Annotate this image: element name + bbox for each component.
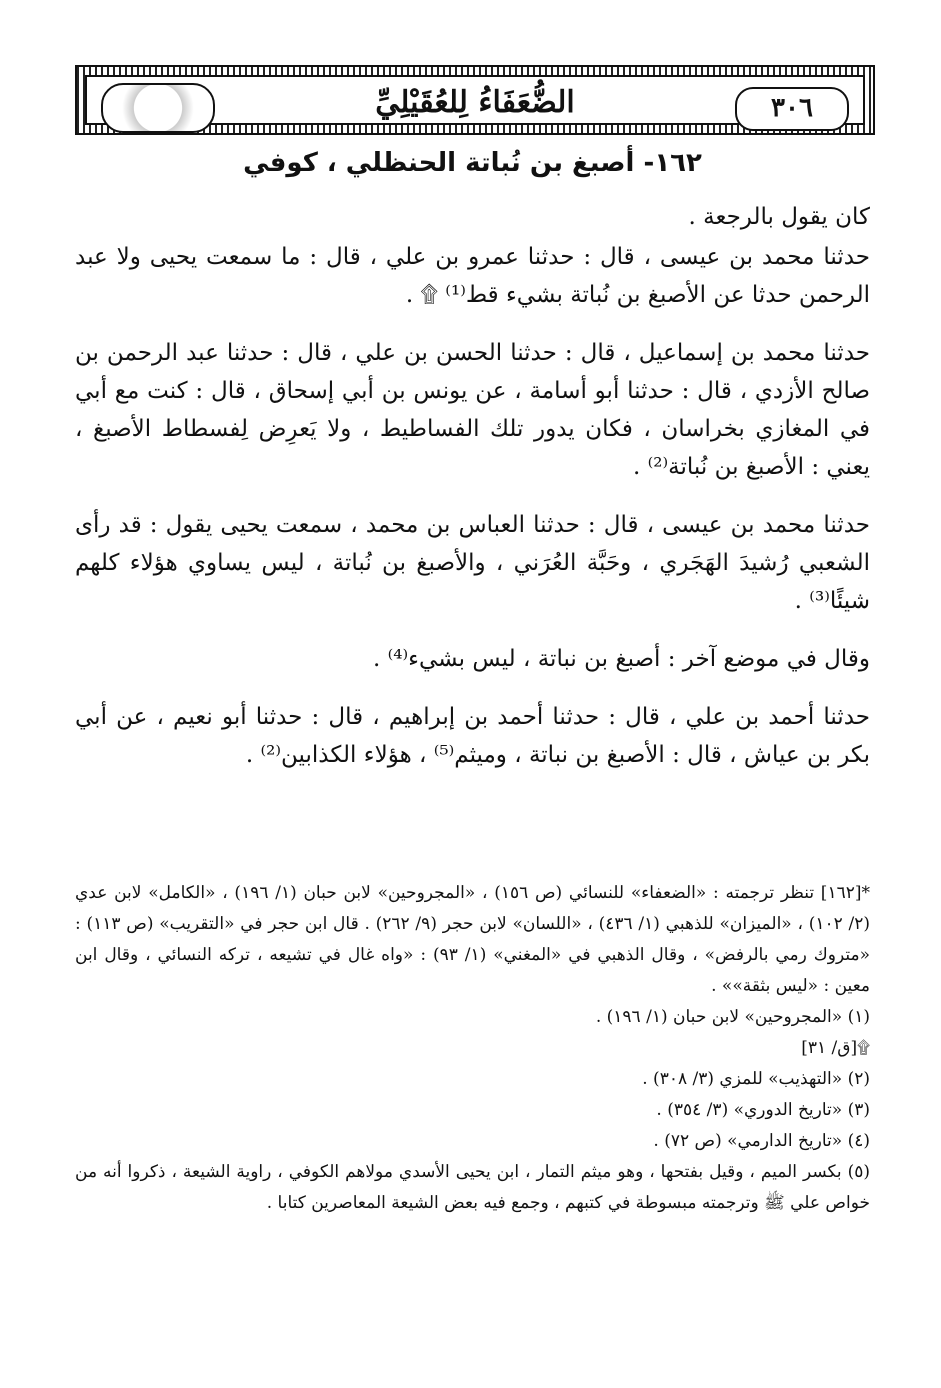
- footnote: (١) «المجروحين» لابن حبان (١/ ١٩٦) .: [595, 1007, 870, 1027]
- page-number: ٣٠٦: [735, 87, 849, 131]
- paragraph: وقال في موضع آخر : أصبغ بن نباتة ، ليس بشيء⁽⁴⁾ .: [373, 646, 870, 672]
- footnote: (٥) بكسر الميم ، وقيل بفتحها ، وهو ميثم التمار ، ابن يحيى الأسدي مولاهم الكوفي ، راوية الشيعة ، ذكروا أنه من خواص علي ﷺ وترجمته مبسوطة في كتبهم ، وجمع فيه بعض الشيعة المعاصرين كتابا .: [75, 1162, 870, 1213]
- footnotes: [75, 878, 870, 1219]
- ornament-emblem-icon: [101, 83, 215, 133]
- paragraph: حدثنا محمد بن عيسى ، قال : حدثنا العباس بن محمد ، سمعت يحيى يقول : قد رأى الشعبي رُشيدَ الهَجَري ، وحَبَّة العُرَني ، والأصبغ بن نُباتة ، ليس يساوي هؤلاء كلهم شيئًا⁽³⁾ .: [75, 512, 870, 614]
- paragraph: حدثنا محمد بن عيسى ، قال : حدثنا عمرو بن علي ، قال : ما سمعت يحيى ولا عبد الرحمن حدثا عن الأصبغ بن نُباتة بشيء قط⁽¹⁾ ۩ .: [75, 244, 870, 308]
- footnote-divider: [75, 872, 870, 873]
- paragraph: حدثنا أحمد بن علي ، قال : حدثنا أحمد بن إبراهيم ، قال : حدثنا أبو نعيم ، عن أبي بكر بن عياش ، قال : الأصبغ بن نباتة ، وميثم⁽⁵⁾ ، هؤلاء الكذابين⁽²⁾ .: [75, 704, 870, 768]
- entry-body: [75, 198, 870, 774]
- footnote: (٣) «تاريخ الدوري» (٣/ ٣٥٤) .: [656, 1100, 870, 1120]
- paragraph: حدثنا محمد بن إسماعيل ، قال : حدثنا الحسن بن علي ، قال : حدثنا عبد الرحمن بن صالح الأزدي ، قال : حدثنا أبو أسامة ، عن يونس بن أبي إسحاق ، قال : كنت مع أبي في المغازي بخراسان ، فكان يدور تلك الفساطيط ، ولا يَعرِض لِفسطاط الأصبغ ، يعني : الأصبغ بن نُباتة⁽²⁾ .: [75, 340, 870, 480]
- footnote: ۩[ق/ ٣١]: [801, 1038, 870, 1058]
- page-header: [75, 65, 875, 135]
- entry-heading: ١٦٢- أصبغ بن نُباتة الحنظلي ، كوفي: [243, 148, 702, 178]
- paragraph: كان يقول بالرجعة .: [688, 204, 870, 230]
- footnote: (٤) «تاريخ الدارمي» (ص ٧٢) .: [653, 1131, 870, 1151]
- footnote: (٢) «التهذيب» للمزي (٣/ ٣٠٨) .: [642, 1069, 870, 1089]
- footnote: *[١٦٢] تنظر ترجمته : «الضعفاء» للنسائي (ص ١٥٦) ، «المجروحين» لابن حبان (١/ ١٩٦) ، «الكامل» لابن عدي (٢/ ١٠٢) ، «الميزان» للذهبي (١/ ٤٣٦) ، «اللسان» لابن حجر (٩/ ٢٦٢) . قال ابن حجر في «التقريب» (ص ١١٣) : «متروك رمي بالرفض» ، وقال الذهبي في «المغني» (١/ ٩٣) : «واه غال في تشيعه ، تركه النسائي ، وقال ابن معين : «ليس بثقة»» .: [75, 883, 871, 996]
- header-frame: [85, 75, 865, 125]
- book-title: الضُّعَفَاءُ لِلعُقَيْلِيِّ: [375, 85, 575, 120]
